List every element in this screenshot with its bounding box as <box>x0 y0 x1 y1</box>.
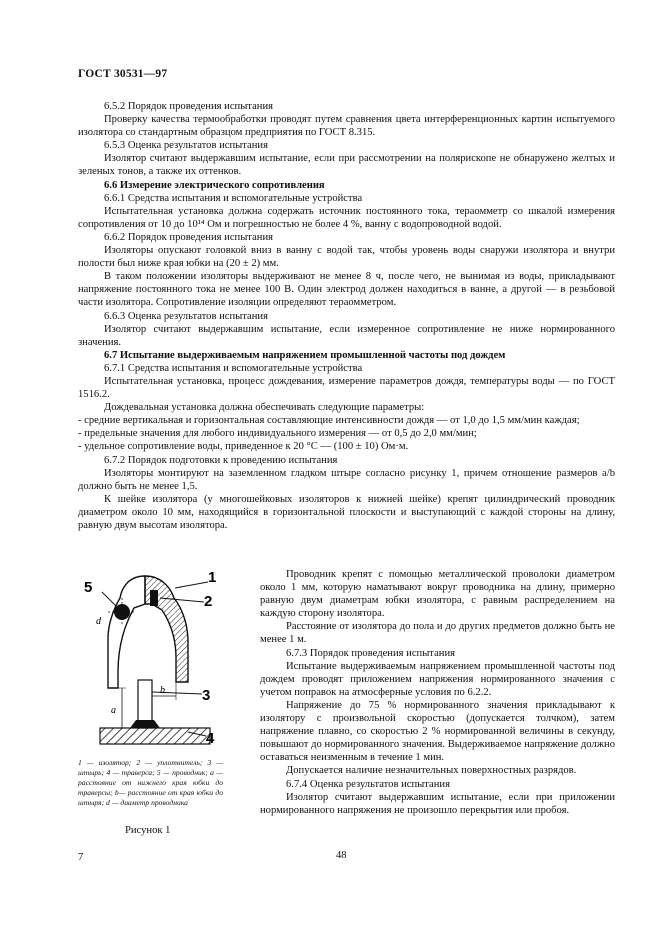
insulator-left-shape <box>108 576 145 688</box>
callout-3: 3 <box>202 687 211 704</box>
figure-legend: 1 — изолятор; 2 — уплотнитель; 3 — штырь; 4 — траверса; 5 — проводник; a — расстояние от нижнего края юбки до траверсы; b— расстояние от края юбки до штыря; d — диаметр проводника <box>78 758 223 807</box>
paragraph: Изолятор считают выдержавшим испытание, если измеренное сопротивление не ниже нормированного значения. <box>78 323 615 348</box>
paragraph: 6.7.1 Средства испытания и вспомогательные устройства <box>104 362 363 374</box>
paragraph: В таком положении изоляторы выдерживают не менее 8 ч, после чего, не вынимая из воды, прикладывают напряжение постоянного тока не менее 100 В. Один электрод должен находиться в ванне, а другой — в резьбовой части изолятора. Сопротивление изоляции определяют тераомметром. <box>78 271 615 309</box>
dim-b: b <box>160 685 165 696</box>
paragraph: 6.7 Испытание выдерживаемым напряжением промышленной частоты под дождем <box>104 349 506 361</box>
paragraph: Проверку качества термообработки проводят путем сравнения цвета интерференционных картин испытуемого изолятора со стандартным образцом предприятия по ГОСТ 8.315. <box>78 114 615 139</box>
callout-2: 2 <box>204 593 213 610</box>
paragraph: 6.5.3 Оценка результатов испытания <box>104 140 268 152</box>
paragraph: Расстояние от изолятора до пола и до других предметов должно быть не менее 1 м. <box>260 621 615 646</box>
paragraph: К шейке изолятора (у многошейковых изоляторов к нижней шейке) крепят цилиндрический проводник диаметром около 10 мм, находящийся в горизонтальной плоскости и выступающий с каждой стороны на длину, равную двум высотам изолятора. <box>78 493 615 531</box>
callout-4: 4 <box>206 730 215 747</box>
paragraph: 6.7.4 Оценка результатов испытания <box>286 778 450 790</box>
paragraph: Напряжение до 75 % нормированного значения прикладывают к изолятору с произвольной скоростью (допускается толчком), затем напряжение плавно, со скоростью 2 % нормированной величины в секунду, повышают до нормированного значения. Выдерживаемое напряжение должно оставаться неизменным в течение 1 мин. <box>260 699 615 764</box>
main-text <box>78 100 615 532</box>
paragraph: Допускается наличие незначительных поверхностных разрядов. <box>286 765 577 777</box>
paragraph: 6.6 Измерение электрического сопротивления <box>104 179 325 191</box>
callout-5: 5 <box>84 579 93 596</box>
paragraph: 6.6.1 Средства испытания и вспомогательные устройства <box>104 192 363 204</box>
pin-base-shape <box>130 720 160 728</box>
insulator-diagram <box>78 568 228 753</box>
dim-d: d <box>96 616 101 627</box>
paragraph: Испытание выдерживаемым напряжением промышленной частоты под дождем проводят приложением напряжения нормированного значения с учетом поправок на атмосферные условия по 6.2.2. <box>260 660 615 698</box>
paragraph: - предельные значения для любого индивидуального измерения — от 0,5 до 2,0 мм/мин; <box>78 428 477 440</box>
right-column-text <box>260 568 615 817</box>
paragraph: - удельное сопротивление воды, приведенное к 20 °С — (100 ± 10) Ом·м. <box>78 441 409 453</box>
paragraph: Изоляторы опускают головкой вниз в ванну с водой так, чтобы уровень воды снаружи изолятора и внутри полости был ниже края юбки на (20 ± 2) мм. <box>78 245 615 270</box>
figure-caption: Рисунок 1 <box>125 825 171 836</box>
paragraph: Изолятор считают выдержавшим испытание, если при приложении нормированного напряжения не произошло перекрытия или пробоя. <box>260 791 615 816</box>
paragraph: 6.6.2 Порядок проведения испытания <box>104 231 273 243</box>
paragraph: - средние вертикальная и горизонтальная составляющие интенсивности дождя — от 1,0 до 1,5 мм/мин каждая; <box>78 415 580 427</box>
footer-page-left: 7 <box>78 852 84 863</box>
traverse-shape <box>100 728 210 744</box>
paragraph: Изолятор считают выдержавшим испытание, если при рассмотрении на полярископе не обнаружено желтых и зеленых тонов, а также их оттенков. <box>78 153 615 178</box>
paragraph: 6.5.2 Порядок проведения испытания <box>104 101 273 112</box>
paragraph: 6.6.3 Оценка результатов испытания <box>104 310 268 322</box>
callout-1: 1 <box>208 569 217 586</box>
paragraph: Проводник крепят с помощью металлической проволоки диаметром около 1 мм, которую наматывают вокруг проводника на длину, примерно равную двум диаметрам юбки изолятора, с равным распределением на каждую сторону изолятора. <box>260 569 615 620</box>
seal-shape <box>150 590 158 606</box>
footer-page-center: 48 <box>336 850 347 861</box>
paragraph: Испытательная установка, процесс дождевания, измерение параметров дождя, температуры воды — по ГОСТ 1516.2. <box>78 375 615 401</box>
paragraph: 6.7.2 Порядок подготовки к проведению испытания <box>104 454 338 466</box>
dim-a: a <box>111 705 116 716</box>
document-header: ГОСТ 30531—97 <box>78 68 168 80</box>
paragraph: Изоляторы монтируют на заземленном гладком штыре согласно рисунку 1, причем отношение размеров a/b должно быть не менее 1,5. <box>78 467 615 492</box>
paragraph: Испытательная установка должна содержать источник постоянного тока, тераомметр со шкалой измерения сопротивления от 10 до 10¹⁴ Ом и погрешностью не более 4 %, ванну с водопроводной водой. <box>78 205 615 230</box>
paragraph: Дождевальная установка должна обеспечивать следующие параметры: <box>104 402 425 414</box>
paragraph: 6.7.3 Порядок проведения испытания <box>286 647 455 659</box>
